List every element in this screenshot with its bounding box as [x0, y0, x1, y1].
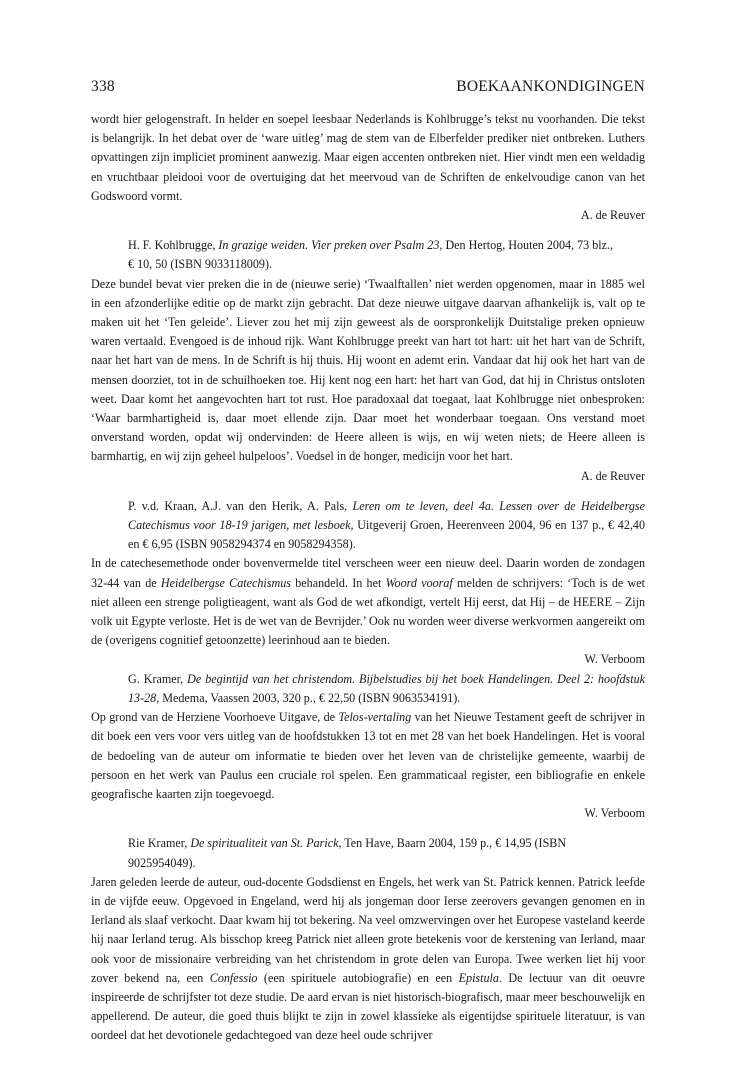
page-body — [91, 110, 645, 1046]
book-reference: Rie Kramer, De spiritualiteit van St. Parick, Ten Have, Baarn 2004, 159 p., € 14,95 (ISBN — [128, 836, 567, 851]
reviewer-signature: W. Verboom — [584, 652, 645, 667]
book-title: In grazige weiden. Vier preken over Psalm 23 — [218, 238, 440, 253]
book-reference-continued: € 10, 50 (ISBN 9033118009). — [128, 257, 273, 272]
reviewer-signature: W. Verboom — [584, 806, 645, 821]
page — [91, 78, 645, 1046]
book-reference: H. F. Kohlbrugge, In grazige weiden. Vier preken over Psalm 23, Den Hertog, Houten 2004, 73 blz., — [128, 238, 614, 253]
page-number: 338 — [91, 78, 115, 95]
book-title: De spiritualiteit van St. Parick — [190, 836, 339, 851]
review-paragraph: Deze bundel bevat vier preken die in de (nieuwe serie) ‘Twaalftallen’ niet werden opgenomen, maar in 1885 wel in een afzonderlijke editie op de markt zijn gebracht. Dat deze nieuwe uitgave daarvan afhankelijk is, valt op te maken uit het ‘Ten geleide’. Liever zou het mij zijn geweest als de oorspronkelijk Duitstalige preken opnieuw waren vertaald. Evengoed is de inhoud rijk. Want Kohlbrugge preekt van hart tot hart: uit het hart van de Schrift, naar het hart van de mens. In de Schrift is hij thuis. Hij woont en ademt erin. Vandaar dat hij ook het hart van de mensen doorziet, tot in de schuilhoeken toe. Hij kent nog een hart: het hart van God, dat hij in Christus ontsloten weet. Daar komt het aangevochten hart tot rust. Hoe paradoxaal dat toegaat, laat Kohlbrugge niet onbesproken: ‘Waar barmhartigheid is, daar moet ellende zijn. Daar moet het wonderbaar toegaan. Ons verstand moet onverstand worden, opdat wij ondervinden: de Heere alleen is wijs, en wij weten niets; de Heere alleen is barmhartig, en wij zijn geheel hulpeloos’. Voedsel in de honger, medicijn voor het hart. — [91, 276, 645, 464]
review-paragraph: Jaren geleden leerde de auteur, oud-docente Godsdienst en Engels, het werk van St. Patrick kennen. Patrick leefde in de vijfde eeuw. Opgevoed in Engeland, werd hij als jongeman door Ierse zeerovers gevangen genomen en in Ierland als slaaf verkocht. Daar kwam hij tot bekering. Na veel omzwervingen over het Europese vasteland keerde hij naar Ierland terug. Als bisschop kreeg Patrick niet alleen grote betekenis voor de kerstening van Ierland, maar ook voor de missionaire verbreiding van het christendom in grote delen van Europa. Twee werken liet hij voor zover bekend na, een Confessio (een spirituele autobiografie) en een Epistula. De lectuur van dit oeuvre inspireerde de schrijfster tot deze studie. De aard ervan is niet historisch-biografisch, maar meer beschouwelijk en appellerend. De auteur, die goed thuis blijkt te zijn in zowel klassieke als eigentijdse spirituele literatuur, is van oordeel dat het devotionele gedachtegoed van deze heel oude schrijver — [91, 874, 645, 1043]
book-title: Leren om te leven, deel 4a. Lessen over de Heidelbergse Catechismus voor 18-19 jarigen, met lesboek — [128, 498, 645, 533]
running-header — [91, 78, 645, 96]
book-reference-continued: 9025954049). — [128, 855, 196, 870]
section-title: BOEKAANKONDIGINGEN — [456, 78, 645, 95]
book-reference: P. v.d. Kraan, A.J. van den Herik, A. Pals, Leren om te leven, deel 4a. Lessen over de Heidelbergse Catechismus voor 18-19 jarigen, met lesboek, Uitgeverij Groen, Heerenveen 2004, 96 en 137 p., € 42,40 en € 6,95 (ISBN 9058294374 en 9058294358). — [128, 498, 645, 552]
intro-paragraph: wordt hier gelogenstraft. In helder en soepel leesbaar Nederlands is Kohlbrugge’s tekst nu voorhanden. Die tekst is belangrijk. In het debat over de ‘ware uitleg’ mag de stem van de Elberfelder prediker niet ontbreken. Luthers opvattingen zijn impliciet prominent aanwezig. Maar eigen accenten ontbreken niet. Hier vindt men een weldadig en vruchtbaar pleidooi voor de overtuiging dat het meervoud van de Schriften de enkelvoudige canon van het Godswoord vormt. — [91, 112, 645, 203]
review-paragraph: In de catechesemethode onder bovenvermelde titel verscheen weer een nieuw deel. Daarin worden de zondagen 32-44 van de Heidelbergse Catechismus behandeld. In het Woord vooraf melden de schrijvers: ‘Toch is de wet niet alleen een strenge poligtieagent, want als God de wet afkondigt, vertelt Hij eerst, dat Hij – de HEERE – Zijn volk uit Egypte verloste. Het is de wet van de Bevrijder.’ Ook nu worden weer diverse werkvormen aangereikt om de (overigens cognitief getoonzette) leerinhoud aan te bieden. — [91, 556, 645, 648]
review-paragraph: Op grond van de Herziene Voorhoeve Uitgave, de Telos-vertaling van het Nieuwe Testament geeft de schrijver in dit boek een vers voor vers uitleg van de hoofdstukken 13 tot en met 28 van het boek Handelingen. Het is vooral de bedoeling van de auteur om informatie te bieden over het leven van de christelijke gemeente, waarbij de persoon en het werk van Paulus een cruciale rol spelen. Een grammaticaal register, een bibliografie en enkele geografische kaarten zijn toegevoegd. — [91, 710, 645, 801]
book-reference: G. Kramer, De begintijd van het christendom. Bijbelstudies bij het boek Handelingen. Deel 2: hoofdstuk 13-28, Medema, Vaassen 2003, 320 p., € 22,50 (ISBN 9063534191). — [128, 671, 645, 705]
book-title: De begintijd van het christendom. Bijbelstudies bij het boek Handelingen. Deel 2: hoofdstuk 13-28 — [128, 671, 645, 705]
reviewer-signature: A. de Reuver — [580, 208, 645, 223]
reviewer-signature: A. de Reuver — [580, 468, 645, 483]
